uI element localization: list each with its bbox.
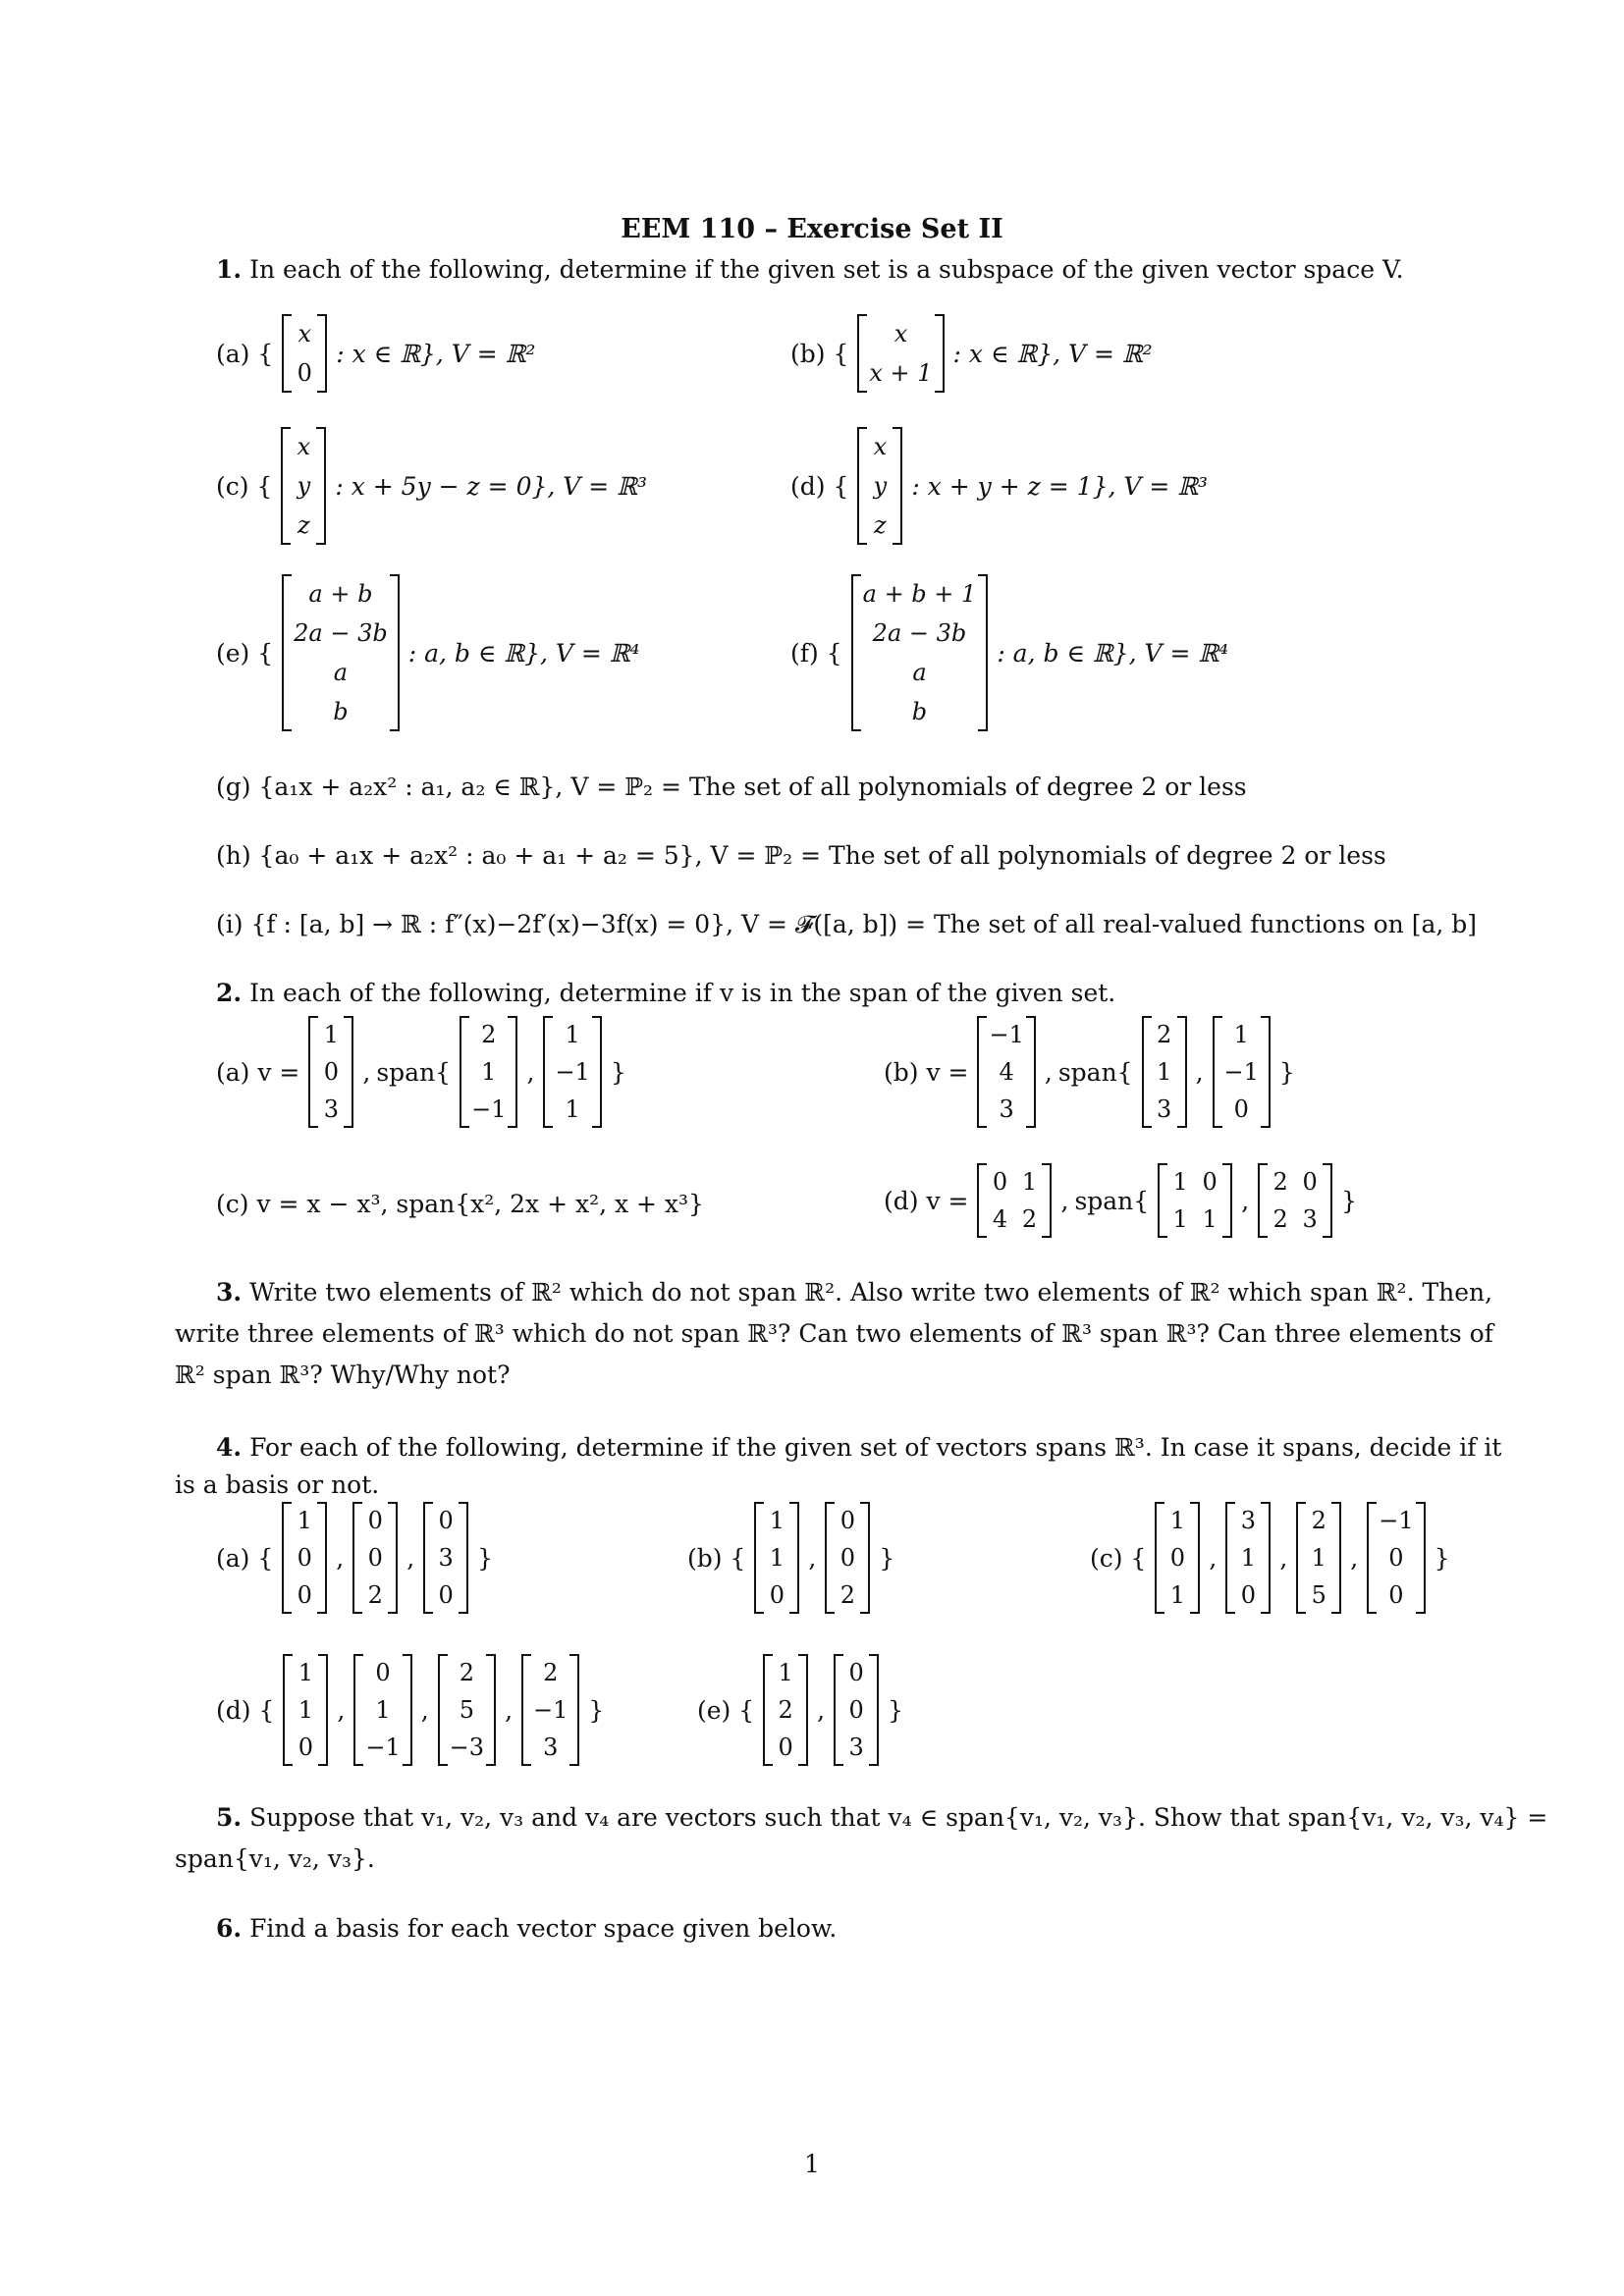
column-vector: 1 2 0 — [763, 1654, 808, 1766]
item-condition: : x + 5y − z = 0}, V = ℝ³ — [335, 471, 647, 501]
q2-number: 2. — [216, 979, 243, 1007]
q1-number: 1. — [216, 255, 243, 284]
q5-number: 5. — [216, 1803, 243, 1832]
q1-item-d — [790, 427, 1208, 545]
item-label: (d) { — [790, 471, 849, 501]
item-label: (f) { — [790, 638, 842, 667]
q4-item-b: (b) { 1 1 0 , 0 0 2 } — [687, 1502, 894, 1614]
column-vector: x y z — [281, 427, 326, 545]
column-vector: 0 0 2 — [825, 1502, 870, 1614]
q3-line-3: ℝ² span ℝ³? Why/Why not? — [175, 1361, 511, 1389]
item-condition: : x + y + z = 1}, V = ℝ³ — [911, 471, 1209, 501]
column-vector: 0 0 2 — [352, 1502, 398, 1614]
column-vector: 3 1 0 — [1225, 1502, 1271, 1614]
column-vector: 1 −1 0 — [1213, 1016, 1271, 1128]
column-vector: a + b 2a − 3b a b — [282, 574, 400, 731]
column-vector: 1 0 1 — [1155, 1502, 1200, 1614]
column-vector: 2 1 3 — [1142, 1016, 1187, 1128]
item-label: (c) { — [1090, 1543, 1147, 1573]
item-label: (c) { — [216, 471, 273, 501]
column-vector: 1 1 0 — [754, 1502, 799, 1614]
item-label: (a) v = — [216, 1057, 300, 1087]
item-label: (e) { — [216, 638, 274, 667]
column-vector: 1 1 0 — [283, 1654, 328, 1766]
matrix: 1 0 1 1 — [1158, 1163, 1232, 1238]
span-label: span{ — [1074, 1186, 1150, 1215]
q2-item-d: (d) v = 0 1 4 2 , span{ 1 0 1 1 , 2 0 2 3 } — [884, 1163, 1357, 1238]
item-label: (e) { — [697, 1695, 755, 1725]
item-label: (d) { — [216, 1695, 275, 1725]
item-condition: : x ∈ ℝ}, V = ℝ² — [952, 339, 1153, 368]
q6-number: 6. — [216, 1914, 243, 1943]
q4-item-e: (e) { 1 2 0 , 0 0 3 } — [697, 1654, 903, 1766]
page-title: EEM 110 – Exercise Set II — [621, 214, 1003, 244]
q4-number: 4. — [216, 1433, 243, 1462]
q1-item-c — [216, 427, 647, 545]
q4-line-2: is a basis or not. — [175, 1470, 380, 1499]
column-vector: x 0 — [282, 314, 327, 393]
q4-item-a: (a) { 1 0 0 , 0 0 2 , 0 3 0 } — [216, 1502, 493, 1614]
column-vector: −1 4 3 — [977, 1016, 1035, 1128]
q2-item-b: (b) v = −1 4 3 , span{ 2 1 3 , 1 −1 0 } — [884, 1016, 1295, 1128]
column-vector: 2 1 5 — [1296, 1502, 1341, 1614]
q1-item-g: (g) {a₁x + a₂x² : a₁, a₂ ∈ ℝ}, V = ℙ₂ = The set of all polynomials of degree 2 or less — [216, 773, 1247, 801]
q1-text: In each of the following, determine if the given set is a subspace of the given vector space V. — [249, 255, 1404, 284]
column-vector: −1 0 0 — [1367, 1502, 1425, 1614]
column-vector: 1 −1 1 — [543, 1016, 601, 1128]
item-condition: : x ∈ ℝ}, V = ℝ² — [336, 339, 536, 368]
q5-line-2: span{v₁, v₂, v₃}. — [175, 1844, 375, 1873]
span-label: span{ — [1057, 1057, 1133, 1087]
span-label: span{ — [376, 1057, 452, 1087]
item-label: (b) { — [687, 1543, 746, 1573]
q2-prompt — [216, 977, 1115, 1010]
q1-item-a — [216, 314, 535, 393]
item-condition: : a, b ∈ ℝ}, V = ℝ⁴ — [997, 638, 1229, 667]
item-label: (b) { — [790, 339, 849, 368]
column-vector: 0 0 3 — [834, 1654, 879, 1766]
item-label: (d) v = — [884, 1186, 969, 1215]
q2-item-a: (a) v = 1 0 3 , span{ 2 1 −1 , 1 −1 1 } — [216, 1016, 626, 1128]
q1-item-b — [790, 314, 1153, 393]
item-label: (a) { — [216, 1543, 274, 1573]
column-vector: 2 −1 3 — [521, 1654, 579, 1766]
matrix: 2 0 2 3 — [1258, 1163, 1332, 1238]
q4-line-1: 4. For each of the following, determine if the given set of vectors spans ℝ³. In case it spans, decide if it — [216, 1433, 1502, 1462]
q1-item-h: (h) {a₀ + a₁x + a₂x² : a₀ + a₁ + a₂ = 5}, V = ℙ₂ = The set of all polynomials of degree 2 or less — [216, 841, 1386, 870]
q2-item-c: (c) v = x − x³, span{x², 2x + x², x + x³} — [216, 1190, 704, 1218]
q5-line-1: 5. Suppose that v₁, v₂, v₃ and v₄ are vectors such that v₄ ∈ span{v₁, v₂, v₃}. Show that span{v₁, v₂, v₃, v₄} = — [216, 1803, 1548, 1832]
item-label: (b) v = — [884, 1057, 969, 1087]
q1-item-f — [790, 574, 1228, 731]
column-vector: x x + 1 — [857, 314, 944, 393]
q6-prompt: 6. Find a basis for each vector space given below. — [216, 1914, 838, 1943]
column-vector: 2 5 −3 — [438, 1654, 496, 1766]
item-label: (a) { — [216, 339, 274, 368]
q3-number: 3. — [216, 1278, 243, 1307]
column-vector: 2 1 −1 — [460, 1016, 517, 1128]
q1-prompt — [216, 253, 1404, 287]
column-vector: 1 0 0 — [282, 1502, 327, 1614]
column-vector: a + b + 1 2a − 3b a b — [851, 574, 989, 731]
column-vector: 0 1 −1 — [353, 1654, 411, 1766]
q3-line-1: 3. Write two elements of ℝ² which do not span ℝ². Also write two elements of ℝ² which span ℝ². Then, — [216, 1278, 1493, 1307]
page-number: 1 — [804, 2150, 820, 2178]
q1-item-i: (i) {f : [a, b] → ℝ : f″(x)−2f′(x)−3f(x) = 0}, V = 𝓕([a, b]) = The set of all real-valued functions on [a, b] — [216, 910, 1478, 938]
column-vector: 1 0 3 — [308, 1016, 353, 1128]
matrix: 0 1 4 2 — [977, 1163, 1052, 1238]
q1-item-e — [216, 574, 640, 731]
q3-line-2: write three elements of ℝ³ which do not span ℝ³? Can two elements of ℝ³ span ℝ³? Can three elements of — [175, 1319, 1493, 1348]
q4-item-d: (d) { 1 1 0 , 0 1 −1 , 2 5 −3 , 2 −1 3 } — [216, 1654, 604, 1766]
item-condition: : a, b ∈ ℝ}, V = ℝ⁴ — [407, 638, 640, 667]
column-vector: x y z — [857, 427, 902, 545]
column-vector: 0 3 0 — [423, 1502, 468, 1614]
q2-text: In each of the following, determine if v is in the span of the given set. — [249, 979, 1116, 1007]
q4-item-c: (c) { 1 0 1 , 3 1 0 , 2 1 5 , −1 0 0 } — [1090, 1502, 1450, 1614]
